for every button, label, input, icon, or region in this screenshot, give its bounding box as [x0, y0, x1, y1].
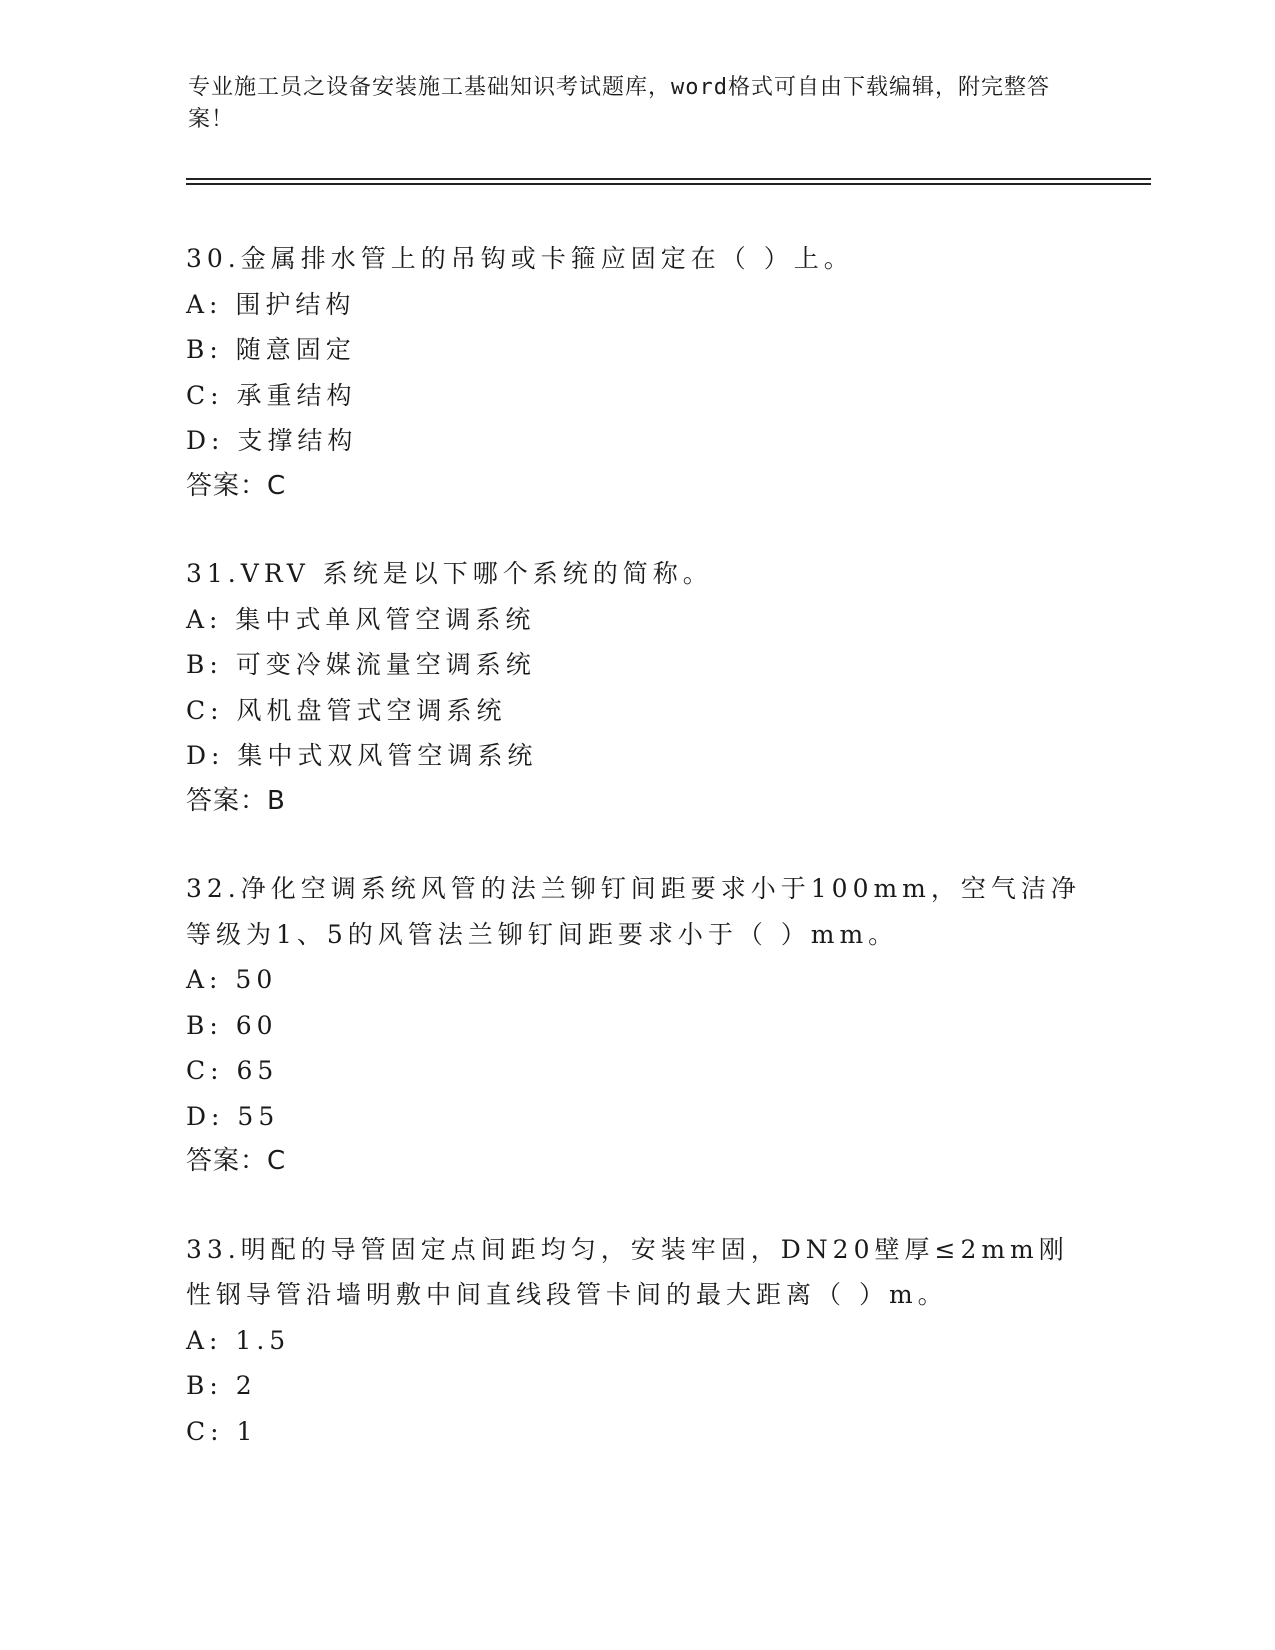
option-c: C: 风机盘管式空调系统	[186, 695, 507, 725]
option-a: A: 50	[186, 965, 278, 994]
question-text: 31.VRV 系统是以下哪个系统的简称。	[186, 559, 713, 588]
option-b: B: 2	[186, 1371, 257, 1400]
option-a: A: 集中式单风管空调系统	[186, 604, 536, 634]
answer-text: 答案：B	[186, 785, 286, 816]
answer-text: 答案：C	[186, 470, 287, 501]
header-divider-bottom	[186, 183, 1151, 185]
header-divider-top	[186, 178, 1151, 180]
option-b: B: 随意固定	[186, 335, 356, 364]
answer-text: 答案：C	[186, 1146, 287, 1176]
option-d: D: 55	[186, 1101, 280, 1131]
question-32	[186, 866, 1086, 1185]
option-c: C: 65	[186, 1056, 279, 1085]
question-list	[186, 236, 1086, 1496]
question-text: 33.明配的导管固定点间距均匀，安装牢固，DN20壁厚≤2mm刚性钢导管沿墙明敷中间直线段管卡间的最大距离（ ）m。	[186, 1234, 1069, 1309]
option-c: C: 承重结构	[186, 380, 357, 410]
option-d: D: 支撑结构	[186, 426, 358, 455]
question-text: 30.金属排水管上的吊钩或卡箍应固定在（ ）上。	[186, 244, 854, 273]
option-a: A: 围护结构	[186, 289, 356, 319]
question-33	[186, 1227, 1086, 1455]
option-d: D: 集中式双风管空调系统	[186, 741, 538, 770]
option-c: C: 1	[186, 1416, 258, 1446]
option-b: B: 60	[186, 1010, 278, 1040]
question-30	[186, 236, 1086, 509]
option-a: A: 1.5	[186, 1325, 291, 1355]
option-b: B: 可变冷媒流量空调系统	[186, 650, 536, 679]
question-text: 32.净化空调系统风管的法兰铆钉间距要求小于100mm，空气洁净等级为1、5的风管法兰铆钉间距要求小于（ ）mm。	[186, 874, 1081, 949]
document-header: 专业施工员之设备安装施工基础知识考试题库，word格式可自由下载编辑，附完整答案！	[188, 75, 1050, 132]
question-31	[186, 551, 1086, 824]
